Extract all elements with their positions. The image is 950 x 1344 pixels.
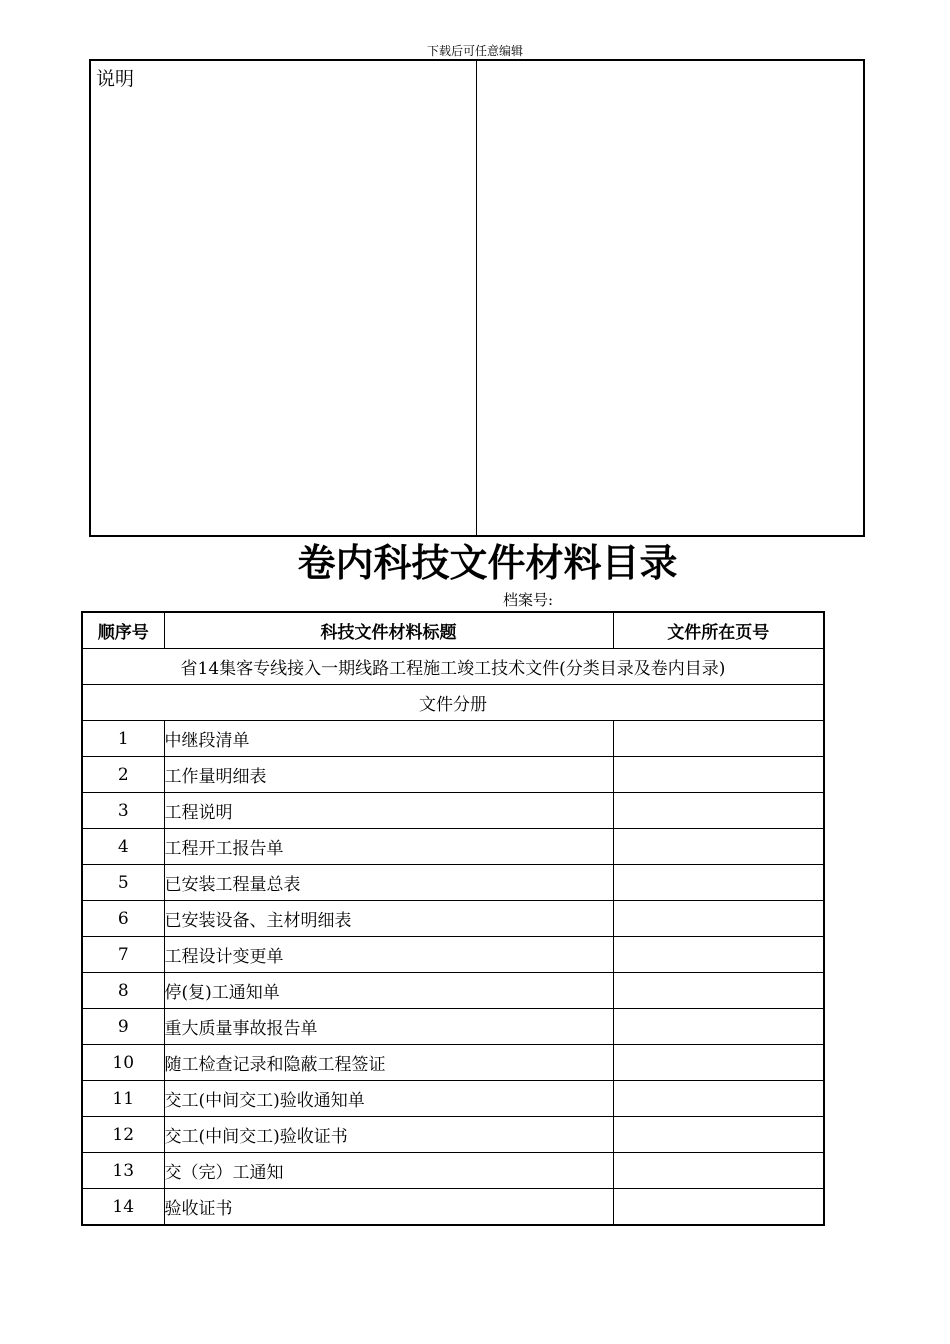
- row-title: 工程开工报告单: [164, 829, 613, 865]
- row-title: 随工检查记录和隐蔽工程签证: [164, 1045, 613, 1081]
- row-page: [613, 1117, 824, 1153]
- table-row: [82, 829, 824, 865]
- section-title: 文件分册: [82, 685, 824, 721]
- table-row: [82, 901, 824, 937]
- row-title: 交（完）工通知: [164, 1153, 613, 1189]
- description-right-cell: [477, 61, 863, 535]
- row-page: [613, 1009, 824, 1045]
- catalog-header-row: [82, 612, 824, 649]
- table-row: [82, 1117, 824, 1153]
- row-seq: 12: [82, 1117, 164, 1153]
- table-row: [82, 721, 824, 757]
- table-row: [82, 1081, 824, 1117]
- description-box: [89, 59, 865, 537]
- table-row: [82, 937, 824, 973]
- row-seq: 13: [82, 1153, 164, 1189]
- row-seq: 10: [82, 1045, 164, 1081]
- catalog-table: [81, 611, 825, 1226]
- row-title: 工作量明细表: [164, 757, 613, 793]
- row-page: [613, 721, 824, 757]
- table-row: [82, 1009, 824, 1045]
- section-row: [82, 685, 824, 721]
- row-seq: 6: [82, 901, 164, 937]
- row-title: 交工(中间交工)验收通知单: [164, 1081, 613, 1117]
- row-seq: 7: [82, 937, 164, 973]
- row-title: 工程说明: [164, 793, 613, 829]
- row-title: 重大质量事故报告单: [164, 1009, 613, 1045]
- header-page: 文件所在页号: [613, 612, 824, 649]
- table-row: [82, 757, 824, 793]
- row-page: [613, 829, 824, 865]
- row-title: 已安装设备、主材明细表: [164, 901, 613, 937]
- row-seq: 1: [82, 721, 164, 757]
- row-page: [613, 1081, 824, 1117]
- row-seq: 9: [82, 1009, 164, 1045]
- row-page: [613, 937, 824, 973]
- table-row: [82, 793, 824, 829]
- row-seq: 3: [82, 793, 164, 829]
- row-title: 中继段清单: [164, 721, 613, 757]
- row-title: 停(复)工通知单: [164, 973, 613, 1009]
- row-seq: 2: [82, 757, 164, 793]
- row-seq: 4: [82, 829, 164, 865]
- project-title: 省14集客专线接入一期线路工程施工竣工技术文件(分类目录及卷内目录): [82, 649, 824, 685]
- table-row: [82, 865, 824, 901]
- row-page: [613, 973, 824, 1009]
- archive-number-label: 档案号:: [503, 591, 554, 609]
- row-page: [613, 1153, 824, 1189]
- project-title-row: [82, 649, 824, 685]
- page-title: 卷内科技文件材料目录: [297, 541, 678, 585]
- table-row: [82, 1153, 824, 1189]
- table-row: [82, 1045, 824, 1081]
- table-row: [82, 1189, 824, 1226]
- header-title: 科技文件材料标题: [164, 612, 613, 649]
- header-seq: 顺序号: [82, 612, 164, 649]
- row-page: [613, 865, 824, 901]
- description-label: 说明: [96, 68, 135, 90]
- header-note: 下载后可任意编辑: [426, 44, 523, 58]
- row-seq: 5: [82, 865, 164, 901]
- description-left-cell: [91, 61, 477, 535]
- row-title: 已安装工程量总表: [164, 865, 613, 901]
- row-title: 工程设计变更单: [164, 937, 613, 973]
- row-page: [613, 1045, 824, 1081]
- row-title: 验收证书: [164, 1189, 613, 1226]
- row-seq: 14: [82, 1189, 164, 1226]
- row-page: [613, 757, 824, 793]
- row-seq: 8: [82, 973, 164, 1009]
- row-page: [613, 901, 824, 937]
- row-seq: 11: [82, 1081, 164, 1117]
- row-page: [613, 1189, 824, 1226]
- row-title: 交工(中间交工)验收证书: [164, 1117, 613, 1153]
- table-row: [82, 973, 824, 1009]
- row-page: [613, 793, 824, 829]
